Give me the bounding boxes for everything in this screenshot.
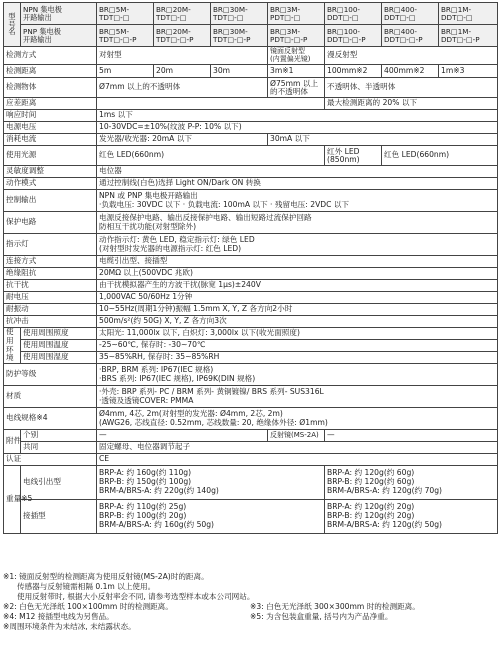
row-label: 使用周围照度 xyxy=(21,328,97,340)
cell-value: 发光器/收光器: 20mA 以下 xyxy=(97,134,268,146)
cell-line: 动作指示灯: 黄色 LED, 稳定指示灯: 绿色 LED xyxy=(99,234,255,244)
cell-value: 红外 LED (850nm) xyxy=(325,146,382,166)
row-label: 抗冲击 xyxy=(4,316,97,328)
row-vibration xyxy=(4,304,498,316)
cell-value: 1m※3 xyxy=(439,65,498,78)
cell-value: -25~60℃, 保存时: -30~70℃ xyxy=(97,340,498,352)
cell-value: 400mm※2 xyxy=(382,65,439,78)
header-npn-row xyxy=(4,3,498,25)
footnote: 传感器与反射镜需相隔 0.1m 以上使用。 xyxy=(17,582,156,592)
cell-value: 通过控制线(白色)选择 Light ON/Dark ON 转换 xyxy=(97,178,498,190)
cell-value xyxy=(97,408,498,430)
row-protection-class xyxy=(4,364,498,386)
cell-value: 35~85%RH, 保存时: 35~85%RH xyxy=(97,352,498,364)
cell-line: BRP-B: 约 120g(约 60g) xyxy=(327,477,415,487)
npn-model: BR□3M- PDT□-□ xyxy=(268,3,325,25)
cell-value xyxy=(325,466,498,500)
npn-label: NPN 集电极 开路输出 xyxy=(21,3,97,25)
cell-line: BRP-A: 约 160g(约 110g) xyxy=(99,468,192,478)
model-label: 型 号 名 xyxy=(4,3,21,47)
cell-value xyxy=(97,364,498,386)
cell-line: BRP-B: 约 150g(约 100g) xyxy=(99,477,192,487)
cell-value: 最大检测距离的 20% 以下 xyxy=(325,98,498,110)
cell-value xyxy=(97,98,325,110)
cell-line: ·外壳: BRP 系列- PC / BRM 系列- 黄铜镀镍/ BRS 系列- SUS316L xyxy=(99,386,324,396)
row-detect-method xyxy=(4,47,498,65)
row-label: 使用周围温度 xyxy=(21,340,97,352)
cell-value: 100mm※2 xyxy=(325,65,382,78)
cell-value: 20MΩ 以上(500VDC 兆欧) xyxy=(97,268,498,280)
row-operation xyxy=(4,178,498,190)
footnote: ※1: 镜面反射型的检测距离为使用反射镜(MS-2A)时的距离。 xyxy=(3,572,209,581)
cell-value: 3m※1 xyxy=(268,65,325,78)
row-label: 绝缘阻抗 xyxy=(4,268,97,280)
cell-value: 固定螺母、电位器调节起子 xyxy=(97,442,498,454)
row-noise xyxy=(4,280,498,292)
cell-value: 红色 LED(660nm) xyxy=(97,146,325,166)
pnp-model: BR□400- DDT□-□-P xyxy=(382,25,439,47)
cell-value: Ø7mm 以上的不透明体 xyxy=(97,78,268,98)
cell-line: NPN 或 PNP 集电极开路输出 xyxy=(99,190,198,200)
cell-value xyxy=(97,234,498,256)
footnote: ※周围环境条件为未结冰, 未结露状态。 xyxy=(3,622,136,632)
cell-value: 不透明体、半透明体 xyxy=(325,78,498,98)
cell-value: CE xyxy=(97,454,498,466)
cell-value: 10~55Hz(周期1分钟)振幅 1.5mm X, Y, Z 各方向2小时 xyxy=(97,304,498,316)
cell-value: Ø75mm 以上 的不透明体 xyxy=(268,78,325,98)
pnp-model: BR□1M- DDT□-□-P xyxy=(439,25,498,47)
cell-line: BRM-A/BRS-A: 约 220g(约 140g) xyxy=(99,485,219,495)
cell-value: 对射型 xyxy=(97,47,268,65)
cell-value: 由干扰模拟器产生的方波干扰(脉宽 1μs)±240V xyxy=(97,280,498,292)
row-label: 接插型 xyxy=(21,500,97,534)
row-label: 检测物体 xyxy=(4,78,97,98)
cell-value xyxy=(97,190,498,212)
row-label: 使用周围湿度 xyxy=(21,352,97,364)
header-pnp-row xyxy=(4,25,498,47)
row-shock xyxy=(4,316,498,328)
footnote: ※3: 白色无光泽纸 300×300mm 时的检测距离。 xyxy=(250,602,420,612)
accessory-label: 附件 xyxy=(4,430,21,454)
cell-value: 镜面反射型 (内置偏光镜) xyxy=(268,47,325,65)
cell-value xyxy=(97,466,325,500)
row-power xyxy=(4,122,498,134)
cell-value xyxy=(325,500,498,534)
cell-line: 电源反接保护电路、输出反接保护电路、输出短路过流保护回路 xyxy=(99,212,312,222)
row-label: 电源电压 xyxy=(4,122,97,134)
footnotes xyxy=(3,572,497,632)
cell-line: ·BRS 系列: IP67(IEC 规格), IP69K(DIN 规格) xyxy=(99,373,256,383)
pnp-model: BR□3M- PDT□-□-P xyxy=(268,25,325,47)
footnote: 使用反射带时, 根据大小反射率会不同, 请参考选型样本或本公司网站。 xyxy=(17,592,255,602)
cell-value: 1ms 以下 xyxy=(97,110,498,122)
row-cable xyxy=(4,408,498,430)
row-label: 认证 xyxy=(4,454,97,466)
row-label: 电线引出型 xyxy=(21,466,97,500)
cell-value: 20m xyxy=(154,65,211,78)
row-env-illuminance xyxy=(4,328,498,340)
row-insulation xyxy=(4,268,498,280)
cell-value: — xyxy=(97,430,268,442)
cell-value: 10-30VDC=±10%(纹波 P-P: 10% 以下) xyxy=(97,122,498,134)
pnp-label: PNP 集电极 开路输出 xyxy=(21,25,97,47)
row-light-source xyxy=(4,146,498,166)
row-hysteresis xyxy=(4,98,498,110)
row-label: 响应时间 xyxy=(4,110,97,122)
cell-line: (AWG26, 芯线直径: 0.52mm, 芯线数量: 20, 绝缘体外径: Ø1mm) xyxy=(99,417,328,427)
cell-value: 太阳光: 11,000lx 以下, 白炽灯: 3,000lx 以下(收光面照度) xyxy=(97,328,498,340)
cell-line: BRM-A/BRS-A: 约 120g(约 50g) xyxy=(327,519,443,529)
cell-line: Ø4mm, 4芯, 2m(对射型的发光器: Ø4mm, 2芯, 2m) xyxy=(99,408,283,418)
row-label: 耐电压 xyxy=(4,292,97,304)
row-env-humidity xyxy=(4,352,498,364)
row-current xyxy=(4,134,498,146)
row-label: 共同 xyxy=(21,442,97,454)
row-label: 连接方式 xyxy=(4,256,97,268)
cell-value: 30mA 以下 xyxy=(268,134,498,146)
cell-value: 电位器 xyxy=(97,166,498,178)
cell-value: 漫反射型 xyxy=(325,47,498,65)
row-label: 消耗电流 xyxy=(4,134,97,146)
row-control-output xyxy=(4,190,498,212)
row-label: 检测距离 xyxy=(4,65,97,78)
npn-model: BR□30M- TDT□-□ xyxy=(211,3,268,25)
npn-model: BR□5M- TDT□-□ xyxy=(97,3,154,25)
cell-value: 5m xyxy=(97,65,154,78)
cell-line: ·负载电压: 30VDC 以下 · 负载电流: 100mA 以下 · 残留电压: 2VDC 以下 xyxy=(99,199,350,209)
pnp-model: BR□20M- TDT□-□-P xyxy=(154,25,211,47)
footnote: ※2: 白色无光泽纸 100×100mm 时的检测距离。 xyxy=(3,602,173,612)
cell-value: 30m xyxy=(211,65,268,78)
cell-value: 500m/s²(约 50G) X, Y, Z 各方向3次 xyxy=(97,316,498,328)
cell-line: BRM-A/BRS-A: 约 120g(约 70g) xyxy=(327,485,443,495)
env-label: 使用 环境 xyxy=(4,328,21,364)
pnp-model: BR□30M- TDT□-□-P xyxy=(211,25,268,47)
row-label: 耐振动 xyxy=(4,304,97,316)
cell-value: 1,000VAC 50/60Hz 1分钟 xyxy=(97,292,498,304)
row-label: 保护电路 xyxy=(4,212,97,234)
row-detect-distance xyxy=(4,65,498,78)
row-label: 电线规格※4 xyxy=(4,408,97,430)
row-label: 动作模式 xyxy=(4,178,97,190)
cell-line: (对射型时发光器的电源指示灯: 红色 LED) xyxy=(99,243,242,253)
row-env-temperature xyxy=(4,340,498,352)
row-indicator xyxy=(4,234,498,256)
row-label: 指示灯 xyxy=(4,234,97,256)
cell-line: ·BRP, BRM 系列: IP67(IEC 规格) xyxy=(99,364,214,374)
cell-line: BRP-A: 约 110g(约 25g) xyxy=(99,502,187,512)
npn-model: BR□100- DDT□-□ xyxy=(325,3,382,25)
cell-line: BRM-A/BRS-A: 约 160g(约 50g) xyxy=(99,519,215,529)
row-detect-target xyxy=(4,78,498,98)
row-label: 应差距离 xyxy=(4,98,97,110)
cell-line: 防相互干扰功能(对射型除外) xyxy=(99,221,197,231)
row-label: 灵敏度调整 xyxy=(4,166,97,178)
row-sensitivity xyxy=(4,166,498,178)
cell-value xyxy=(97,212,498,234)
row-accessory-individual xyxy=(4,430,498,442)
npn-model: BR□20M- TDT□-□ xyxy=(154,3,211,25)
cell-value: — xyxy=(325,430,498,442)
cell-value xyxy=(97,386,498,408)
row-label: 个别 xyxy=(21,430,97,442)
cell-line: BRP-A: 约 120g(约 20g) xyxy=(327,502,415,512)
npn-model: BR□400- DDT□-□ xyxy=(382,3,439,25)
footnote: ※5: 为含包装盒重量, 括号内为产品净重。 xyxy=(250,612,393,622)
cell-line: ·透镜及透镜COVER: PMMA xyxy=(99,395,194,405)
pnp-model: BR□5M- TDT□-□-P xyxy=(97,25,154,47)
cell-line: BRP-A: 约 120g(约 60g) xyxy=(327,468,415,478)
cell-value: 红色 LED(660nm) xyxy=(382,146,498,166)
row-label: 材质 xyxy=(4,386,97,408)
row-protection xyxy=(4,212,498,234)
row-response xyxy=(4,110,498,122)
row-label: 控制输出 xyxy=(4,190,97,212)
footnote: ※4: M12 接插型电线为另售品。 xyxy=(3,612,114,622)
row-certification xyxy=(4,454,498,466)
cell-value xyxy=(97,500,325,534)
cell-value: 电缆引出型、接插型 xyxy=(97,256,498,268)
row-connection xyxy=(4,256,498,268)
row-label: 使用光源 xyxy=(4,146,97,166)
cell-line: BRP-B: 约 120g(约 20g) xyxy=(327,511,415,521)
row-label: 检测方式 xyxy=(4,47,97,65)
row-withstand xyxy=(4,292,498,304)
row-label: 抗干扰 xyxy=(4,280,97,292)
row-weight-connector xyxy=(4,500,498,534)
spec-table xyxy=(3,2,498,534)
npn-model: BR□1M- DDT□-□ xyxy=(439,3,498,25)
pnp-model: BR□100- DDT□-□-P xyxy=(325,25,382,47)
row-label: 防护等级 xyxy=(4,364,97,386)
cell-line: BRP-B: 约 100g(约 20g) xyxy=(99,511,187,521)
footnote-row xyxy=(3,602,497,612)
footnote-row xyxy=(3,612,497,622)
row-weight-cable xyxy=(4,466,498,500)
cell-value: 反射镜(MS-2A) xyxy=(268,430,325,442)
weight-label: 重量※5 xyxy=(4,466,21,534)
row-material xyxy=(4,386,498,408)
row-accessory-common xyxy=(4,442,498,454)
